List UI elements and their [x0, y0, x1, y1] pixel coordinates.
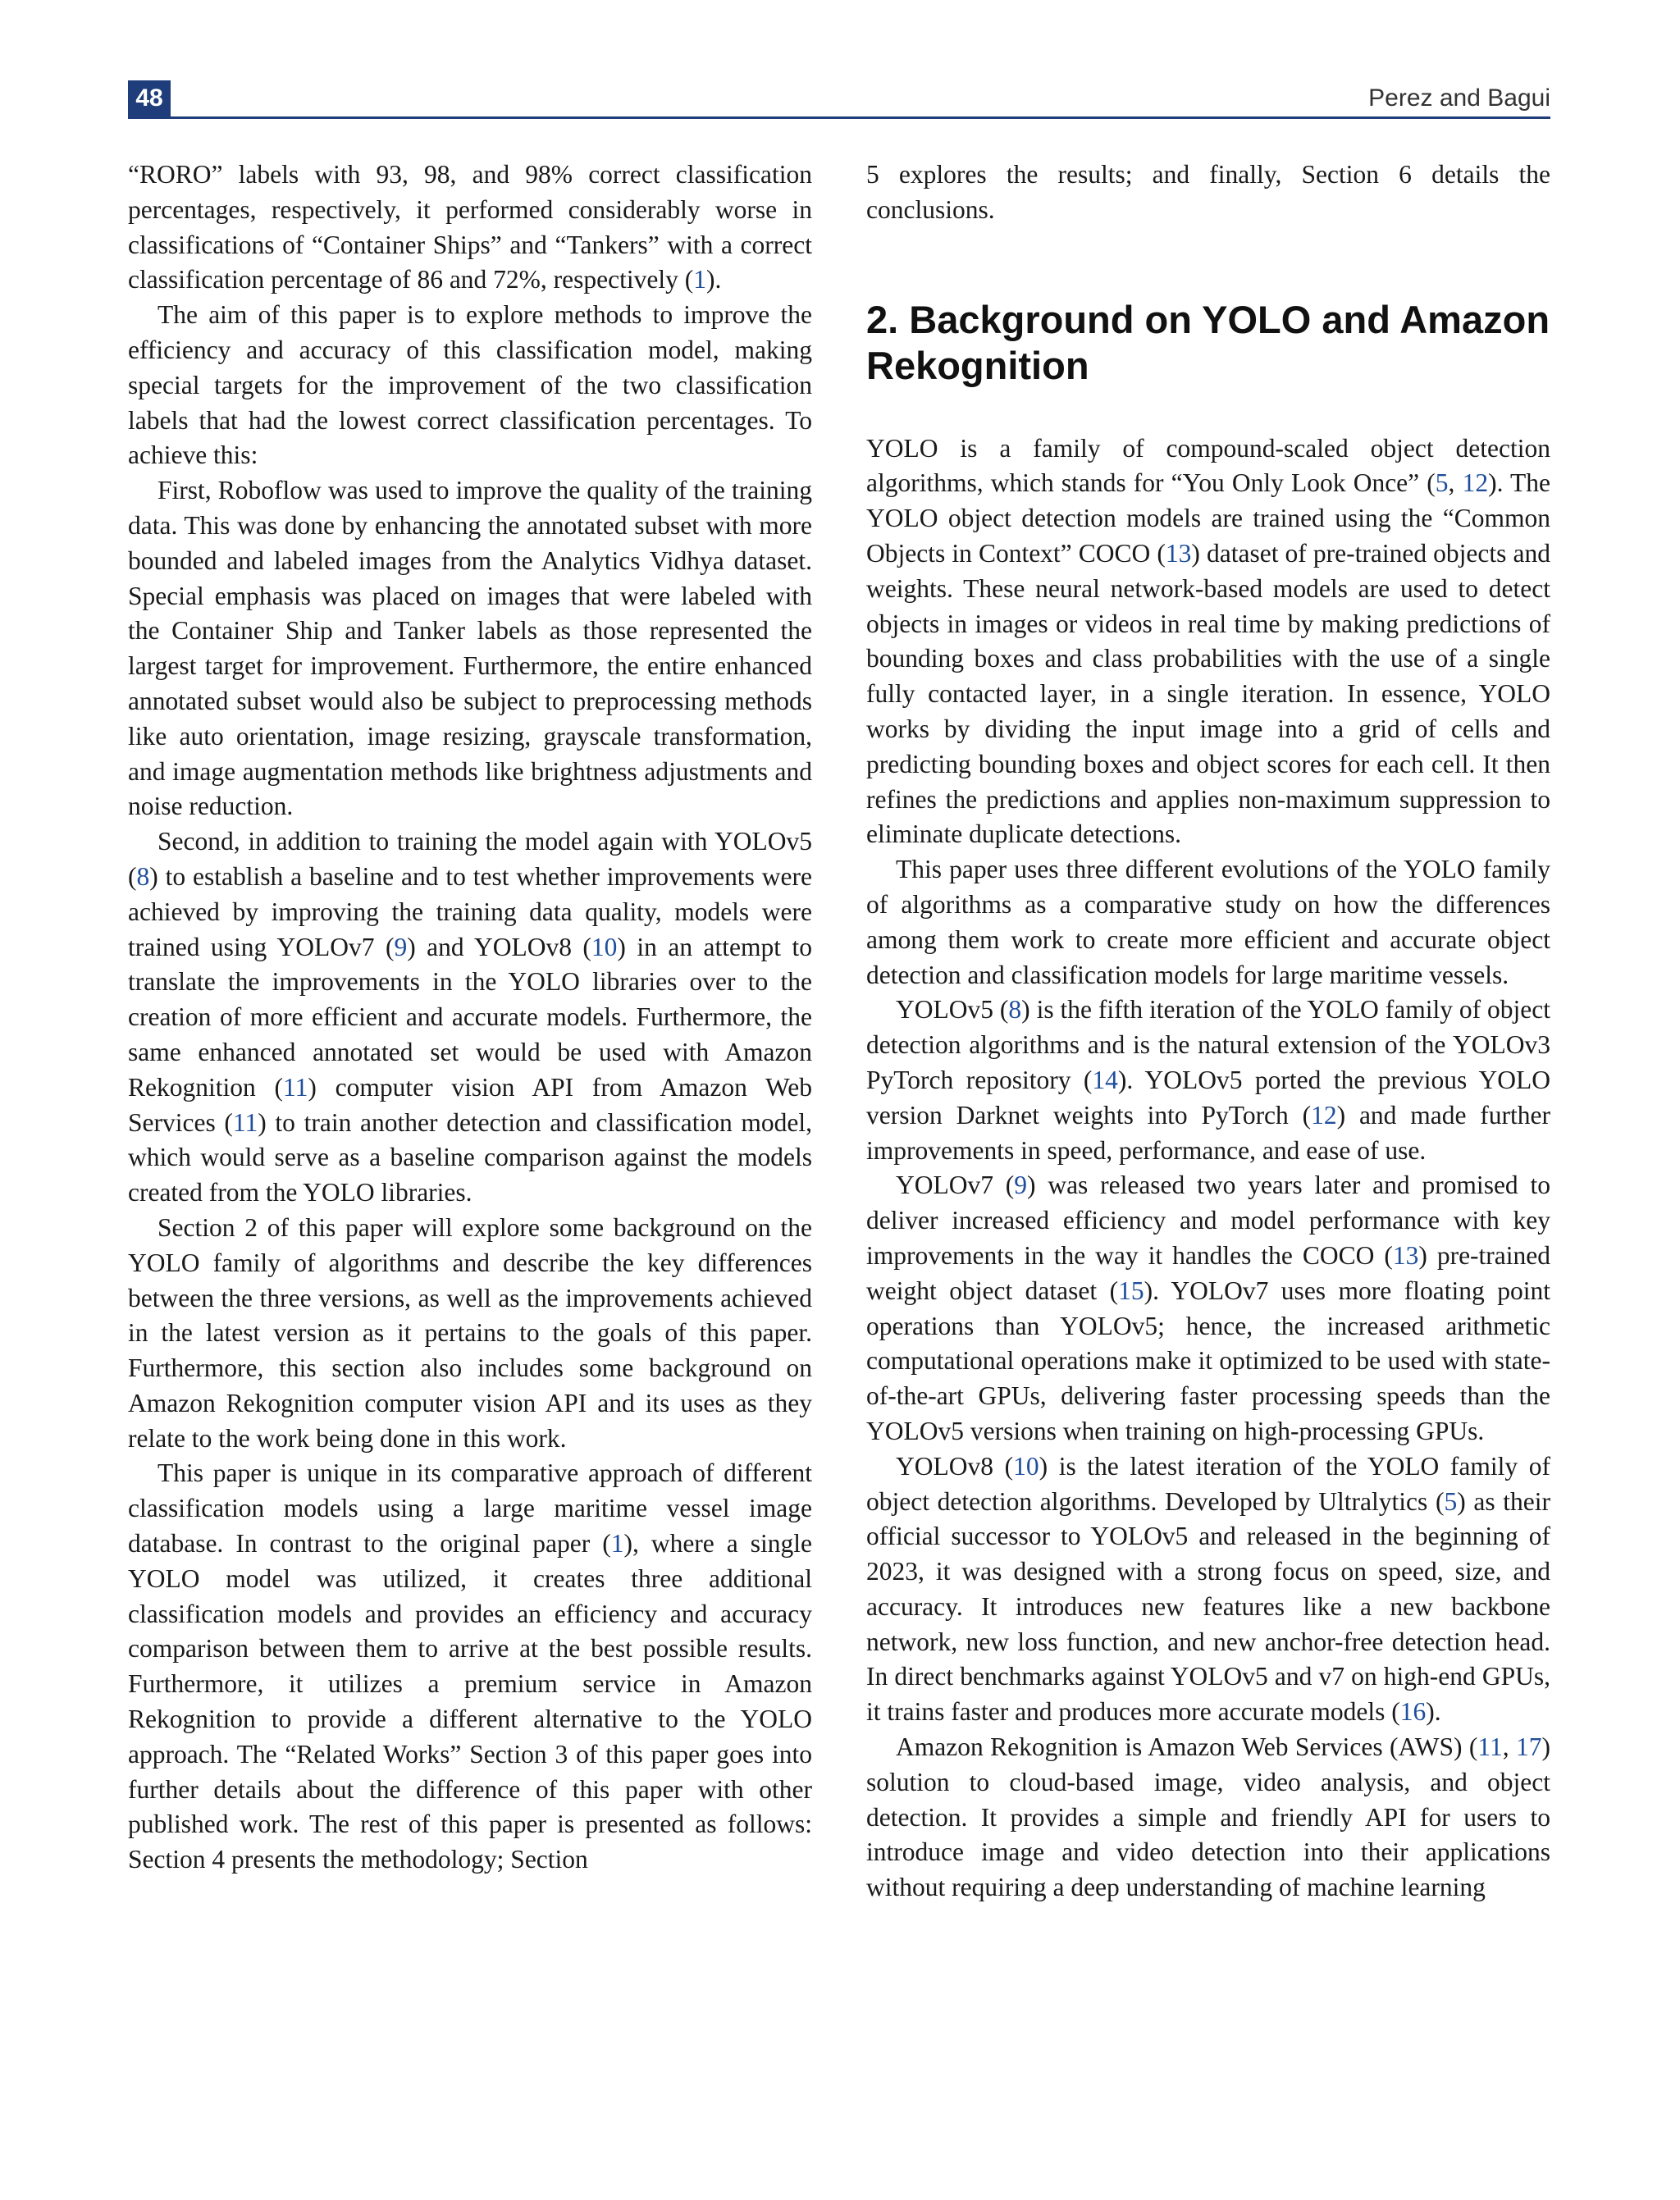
citation-link[interactable]: 10 — [591, 932, 618, 961]
left-column — [128, 157, 812, 1878]
citation-link[interactable]: 15 — [1118, 1276, 1144, 1305]
citation-link[interactable]: 5 — [1435, 468, 1449, 498]
citation-link[interactable]: 9 — [1014, 1171, 1028, 1200]
citation-link[interactable]: 10 — [1013, 1451, 1039, 1481]
paragraph: YOLO is a family of compound-scaled object detection algorithms, which stands for “You Only Look Once” (5, 12). The YOLO object detection models are trained using the “Common Objects in Context” COCO (13) dataset of pre-trained objects and weights. These neural network-based models are used to detect objects in images or videos in real time by making predictions of bounding boxes and class probabilities with the use of a single fully contacted layer, in a single iteration. In essence, YOLO works by dividing the input image into a grid of cells and predicting bounding boxes and object scores for each cell. It then refines the predictions and applies non-maximum suppression to eliminate duplicate detections. — [866, 433, 1550, 849]
paragraph: This paper is unique in its comparative approach of different classification models using a large maritime vessel image database. In contrast to the original paper (1), where a single YOLO model was utilized, it creates three additional classification models and provides an efficiency and accuracy comparison between them to arrive at the best possible results. Furthermore, it utilizes a premium service in Amazon Rekognition to provide a different alternative to the YOLO approach. The “Related Works” Section 3 of this paper goes into further details about the difference of this paper with other published work. The rest of this paper is presented as follows: Section 4 presents the methodology; Section — [128, 1458, 813, 1874]
citation-link[interactable]: 13 — [1392, 1240, 1419, 1270]
citation-link[interactable]: 16 — [1399, 1697, 1427, 1727]
citation-link[interactable]: 13 — [1165, 538, 1192, 568]
section-heading: 2. Background on YOLO and Amazon Rekognition — [866, 297, 1550, 387]
citation-link[interactable]: 1 — [610, 1529, 624, 1559]
paragraph: Amazon Rekognition is Amazon Web Services (AWS) (11, 17) solution to cloud-based image, video analysis, and object detection. It provides a simple and friendly API for users to introduce image and video detection into their applications without requiring a deep understanding of machine learning — [866, 1732, 1550, 1902]
paragraph: First, Roboflow was used to improve the quality of the training data. This was done by enhancing the annotated subset with more bounded and labeled images from the Analytics Vidhya dataset. Special emphasis was placed on images that were labeled with the Container Ship and Tanker labels as those represented the largest target for improvement. Furthermore, the entire enhanced annotated subset would also be subject to preprocessing methods like auto orientation, image resizing, grayscale transformation, and image augmentation methods like brightness adjustments and noise reduction. — [128, 476, 812, 821]
running-head: Perez and Bagui — [1368, 84, 1550, 112]
paragraph: YOLOv8 (10) is the latest iteration of the YOLO family of object detection algorithms. Developed by Ultralytics (5) as their official successor to YOLOv5 and released in the beginning of 2023, it was designed with a strong focus on speed, size, and accuracy. It introduces new features like a new backbone network, new loss function, and new anchor-free detection head. In direct benchmarks against YOLOv5 and v7 on high-end GPUs, it trains faster and produces more accurate models (16). — [866, 1451, 1550, 1727]
citation-link[interactable]: 11 — [1477, 1732, 1503, 1762]
citation-link[interactable]: 5 — [1444, 1486, 1458, 1516]
citation-link[interactable]: 11 — [283, 1072, 308, 1102]
citation-link[interactable]: 8 — [136, 861, 150, 891]
paragraph: 5 explores the results; and finally, Section 6 details the conclusions. — [866, 160, 1550, 224]
citation-link[interactable]: 1 — [693, 265, 706, 294]
citation-link[interactable]: 9 — [394, 932, 408, 961]
citation-link[interactable]: 17 — [1516, 1732, 1542, 1762]
paragraph: Second, in addition to training the model again with YOLOv5 (8) to establish a baseline and to test whether improvements were achieved by improving the training data quality, models were trained using YOLOv7 (9) and YOLOv8 (10) in an attempt to translate the improvements in the YOLO libraries over to the creation of more efficient and accurate models. Furthermore, the same enhanced annotated set would be used with Amazon Rekognition (11) computer vision API from Amazon Web Services (11) to train another detection and classification model, which would serve as a baseline comparison against the models created from the YOLO libraries. — [128, 827, 813, 1207]
citation-link[interactable]: 14 — [1092, 1065, 1118, 1094]
paragraph: The aim of this paper is to explore methods to improve the efficiency and accuracy of this classification model, making special targets for the improvement of the two classification labels that had the lowest correct classification percentages. To achieve this: — [128, 300, 812, 470]
page-header — [128, 80, 1550, 119]
paragraph: “RORO” labels with 93, 98, and 98% correct classification percentages, respectively, it performed considerably worse in classifications of “Container Ships” and “Tankers” with a correct classification percentage of 86 and 72%, respectively (1). — [128, 160, 812, 294]
right-column — [866, 157, 1550, 1906]
paragraph: This paper uses three different evolutions of the YOLO family of algorithms as a comparative study on how the differences among them work to create more efficient and accurate object detection and classification models for large maritime vessels. — [866, 855, 1550, 989]
citation-link[interactable]: 12 — [1311, 1100, 1337, 1130]
paragraph: YOLOv7 (9) was released two years later and promised to deliver increased efficiency and model performance with key improvements in the way it handles the COCO (13) pre-trained weight object dataset (15). YOLOv7 uses more floating point operations than YOLOv5; hence, the increased arithmetic computational operations make it optimized to be used with state-of-the-art GPUs, delivering faster processing speeds than the YOLOv5 versions when training on high-processing GPUs. — [866, 1171, 1550, 1445]
page-number: 48 — [128, 80, 171, 116]
paragraph: YOLOv5 (8) is the fifth iteration of the YOLO family of object detection algorithms and is the natural extension of the YOLOv3 PyTorch repository (14). YOLOv5 ported the previous YOLO version Darknet weights into PyTorch (12) and made further improvements in speed, performance, and ease of use. — [866, 995, 1551, 1165]
paragraph: Section 2 of this paper will explore some background on the YOLO family of algorithms and describe the key differences between the three versions, as well as the improvements achieved in the latest version as it pertains to the goals of this paper. Furthermore, this section also includes some background on Amazon Rekognition computer vision API and its uses as they relate to the work being done in this work. — [128, 1212, 812, 1453]
citation-link[interactable]: 12 — [1462, 468, 1489, 498]
citation-link[interactable]: 8 — [1008, 995, 1022, 1025]
citation-link[interactable]: 11 — [232, 1107, 258, 1137]
